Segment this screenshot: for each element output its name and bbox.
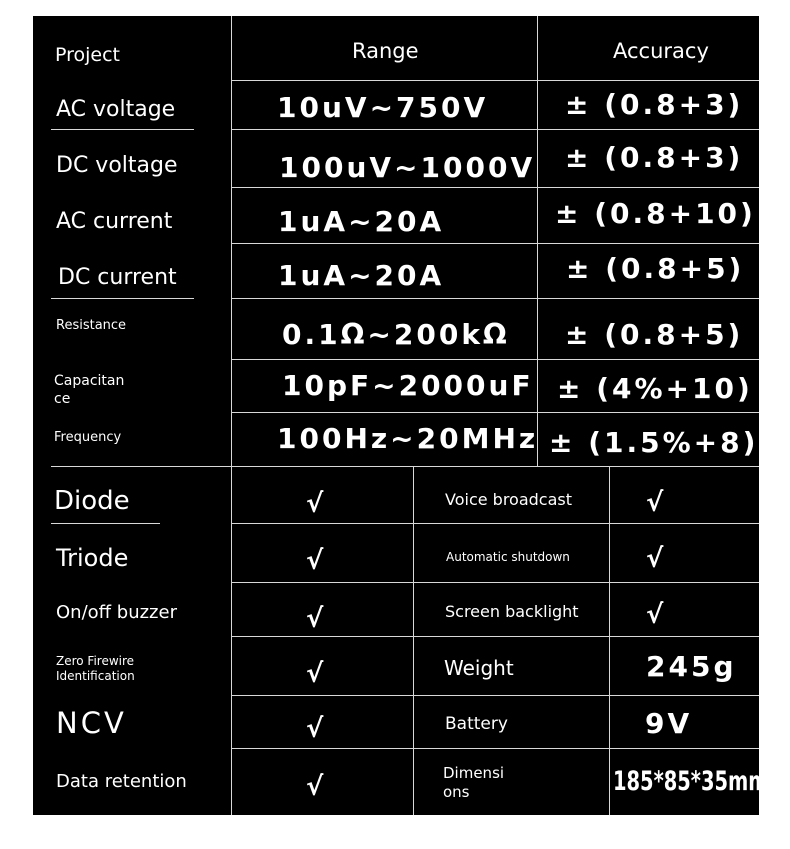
feature-name: Data retention [56, 771, 187, 792]
feature-check-right: √ [646, 488, 664, 518]
measurement-name: Capacitance [54, 373, 125, 407]
measurement-accuracy: ± (4%+10) [557, 372, 753, 405]
grid-line [231, 748, 759, 749]
feature-check: √ [306, 772, 324, 802]
feature-name: Diode [54, 486, 130, 516]
grid-line [231, 695, 759, 696]
measurement-range: 1uA~20A [278, 259, 445, 292]
measurement-range: 0.1Ω~200kΩ [282, 318, 510, 351]
grid-line [231, 359, 759, 360]
feature-name-right: Dimensions [443, 764, 505, 801]
measurement-accuracy: ± (1.5%+8) [549, 426, 759, 459]
measurement-range: 1uA~20A [278, 205, 445, 238]
measurement-name: Frequency [54, 430, 122, 445]
measurement-range: 100uV~1000V [279, 151, 536, 184]
grid-line [231, 243, 759, 244]
measurement-name: AC current [56, 209, 173, 234]
feature-value-right: 185*85*35mm [613, 766, 769, 797]
feature-name: Zero Firewire Identification [56, 654, 135, 683]
feature-check: √ [306, 604, 324, 634]
feature-check: √ [306, 714, 324, 744]
feature-check: √ [306, 489, 324, 519]
grid-line [231, 636, 759, 637]
feature-name: Triode [56, 544, 129, 572]
grid-line [231, 187, 759, 188]
grid-line [609, 466, 610, 815]
feature-value-right: 245g [646, 650, 737, 683]
header-project: Project [55, 44, 121, 66]
feature-name-right: Screen backlight [445, 602, 579, 621]
grid-line [231, 582, 759, 583]
grid-line [51, 129, 194, 130]
grid-line [231, 412, 759, 413]
feature-name: NCV [56, 706, 127, 740]
feature-name-right: Weight [444, 656, 514, 680]
measurement-accuracy: ± (0.8+5) [565, 318, 744, 351]
grid-line [537, 16, 538, 466]
grid-line [51, 523, 160, 524]
feature-check-right: √ [646, 600, 664, 630]
measurement-range: 100Hz~20MHz [277, 422, 539, 455]
grid-line [231, 80, 759, 81]
measurement-range: 10pF~2000uF [282, 369, 534, 402]
grid-line [231, 298, 759, 299]
grid-line [413, 466, 414, 815]
grid-line [231, 129, 759, 130]
spec-table [33, 16, 769, 815]
measurement-accuracy: ± (0.8+3) [565, 141, 744, 174]
grid-line [51, 466, 759, 467]
feature-check-right: √ [646, 544, 664, 574]
grid-line [51, 298, 194, 299]
feature-check: √ [306, 659, 324, 689]
feature-name-right: Battery [445, 714, 508, 734]
measurement-accuracy: ± (0.8+10) [555, 197, 756, 230]
measurement-accuracy: ± (0.8+5) [566, 252, 745, 285]
header-accuracy: Accuracy [613, 39, 709, 63]
feature-name-right: Automatic shutdown [446, 550, 570, 564]
measurement-name: AC voltage [56, 97, 176, 122]
feature-check: √ [306, 546, 324, 576]
feature-value-right: 9V [645, 707, 693, 740]
feature-name-right: Voice broadcast [445, 490, 573, 509]
measurement-name: DC current [58, 265, 177, 290]
measurement-range: 10uV~750V [277, 91, 489, 124]
header-range: Range [352, 39, 419, 63]
grid-line [231, 523, 759, 524]
measurement-name: DC voltage [56, 153, 178, 178]
feature-name: On/off buzzer [56, 602, 177, 623]
measurement-name: Resistance [56, 318, 127, 333]
measurement-accuracy: ± (0.8+3) [565, 88, 744, 121]
